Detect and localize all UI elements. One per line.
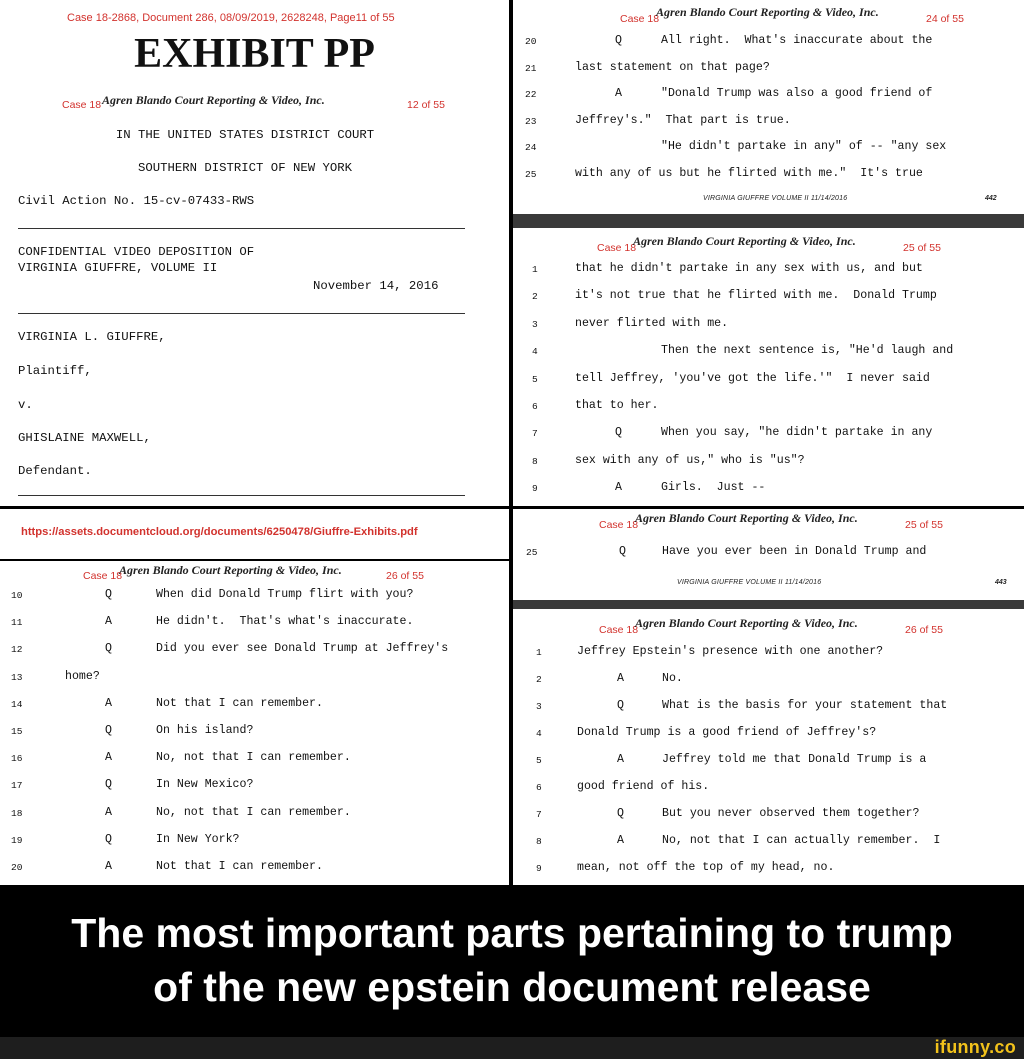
line-text: it's not true that he flirted with me. Donald Trump xyxy=(575,289,937,303)
transcript-line xyxy=(0,860,509,880)
caption xyxy=(0,890,1024,1030)
source-url-strip xyxy=(0,509,509,559)
line-number: 5 xyxy=(536,755,542,766)
line-text: But you never observed them together? xyxy=(662,807,920,820)
line-text: Then the next sentence is, "He'd laugh and xyxy=(661,344,954,358)
transcript-line xyxy=(513,672,1024,692)
speaker-label: Q xyxy=(105,778,112,792)
plaintiff-label: Plaintiff, xyxy=(18,364,92,378)
case-line: Case 18 Agren Blando Court Reporting & Video, Inc. 25 of 55 xyxy=(597,234,941,254)
speaker-label: Q xyxy=(617,699,624,712)
speaker-label: Q xyxy=(619,545,626,558)
line-text: On his island? xyxy=(156,724,254,737)
deposition-date: November 14, 2016 xyxy=(313,279,439,293)
transcript-line xyxy=(513,780,1024,800)
case-header: Case 18-2868, Document 286, 08/09/2019, 2628248, Page11 of 55 xyxy=(67,12,395,24)
watermark-bar xyxy=(0,1037,1024,1059)
speaker-label: Q xyxy=(105,588,112,601)
line-text: home? xyxy=(65,669,100,683)
transcript-page-25-bottom xyxy=(513,509,1024,600)
reporter-overlay: Agren Blando Court Reporting & Video, Inc. xyxy=(633,234,856,248)
line-text: Did you ever see Donald Trump at Jeffrey's xyxy=(156,642,449,656)
transcript-line xyxy=(513,454,1024,474)
civil-action: Civil Action No. 15-cv-07433-RWS xyxy=(18,194,255,208)
case-line: Case 18 Agren Blando Court Reporting & Video, Inc. 26 of 55 xyxy=(599,616,943,636)
speaker-label: A xyxy=(615,481,622,495)
transcript-line xyxy=(0,751,509,771)
line-number: 6 xyxy=(536,782,542,793)
transcript-lines xyxy=(0,588,509,885)
line-text: tell Jeffrey, 'you've got the life.'" I never said xyxy=(575,371,930,385)
transcript-page-24 xyxy=(513,0,1024,214)
line-text: Jeffrey told me that Donald Trump is a xyxy=(662,753,927,766)
transcript-line xyxy=(513,289,1024,309)
line-text: "He didn't partake in any" of -- "any sex xyxy=(661,140,947,154)
line-number: 25 xyxy=(525,169,537,180)
line-text: He didn't. That's what's inaccurate. xyxy=(156,615,414,629)
line-number: 1 xyxy=(532,264,538,275)
reporter-overlay: Agren Blando Court Reporting & Video, Inc. xyxy=(119,563,342,577)
transcript-line xyxy=(513,167,1024,187)
reporter-overlay: Agren Blando Court Reporting & Video, Inc. xyxy=(635,616,858,630)
line-text: "Donald Trump was also a good friend of xyxy=(661,87,933,101)
reporter-overlay: Agren Blando Court Reporting & Video, Inc. xyxy=(102,93,325,107)
speaker-label: A xyxy=(105,805,112,819)
case-line: Case 18 Agren Blando Court Reporting & Video, Inc. 24 of 55 xyxy=(620,5,964,25)
line-number: 16 xyxy=(11,753,23,765)
transcript-line xyxy=(513,699,1024,719)
line-text: No, not that I can remember. xyxy=(156,751,351,765)
case-line: Case 18 Agren Blando Court Reporting & Video, Inc. 26 of 55 xyxy=(83,563,424,582)
line-text: sex with any of us," who is "us"? xyxy=(575,453,805,467)
line-number: 4 xyxy=(532,346,538,358)
line-number: 24 xyxy=(525,142,537,154)
line-text: with any of us but he flirted with me." It's true xyxy=(575,167,923,180)
line-text: Jeffrey's." That part is true. xyxy=(575,113,791,127)
line-text: What is the basis for your statement that xyxy=(662,699,948,712)
transcript-line xyxy=(513,426,1024,446)
line-number: 15 xyxy=(11,726,23,737)
defendant-name: GHISLAINE MAXWELL, xyxy=(18,431,151,445)
speaker-label: A xyxy=(617,672,624,685)
speaker-label: A xyxy=(615,87,622,101)
line-number: 7 xyxy=(532,428,538,440)
line-text: All right. What's inaccurate about the xyxy=(661,34,933,47)
defendant-label: Defendant. xyxy=(18,464,92,478)
line-text: never flirted with me. xyxy=(575,316,729,330)
reporter-overlay: Agren Blando Court Reporting & Video, Inc. xyxy=(635,511,858,525)
line-number: 17 xyxy=(11,780,23,792)
transcript-line xyxy=(0,615,509,635)
transcript-page-26-right xyxy=(513,609,1024,885)
watermark-logo: ifunny.co xyxy=(934,1037,1016,1057)
transcript-line xyxy=(0,588,509,608)
transcript-line xyxy=(0,670,509,690)
transcript-line xyxy=(0,642,509,662)
transcript-lines xyxy=(513,34,1024,194)
line-number: 13 xyxy=(11,671,23,683)
line-number: 5 xyxy=(532,373,538,385)
page-separator xyxy=(513,600,1024,609)
speaker-label: A xyxy=(617,753,624,766)
line-number: 20 xyxy=(11,862,23,873)
transcript-line xyxy=(513,34,1024,54)
speaker-label: A xyxy=(105,751,112,765)
transcript-line xyxy=(513,61,1024,81)
transcript-line xyxy=(513,317,1024,337)
speaker-label: Q xyxy=(617,807,624,820)
caption-line-2: of the new epstein document release xyxy=(153,964,871,1010)
line-number: 3 xyxy=(536,701,542,712)
line-text: In New Mexico? xyxy=(156,778,254,792)
transcript-line xyxy=(513,807,1024,827)
transcript-line xyxy=(513,861,1024,881)
line-number: 18 xyxy=(11,807,23,819)
page-separator xyxy=(513,214,1024,228)
line-number: 9 xyxy=(536,863,542,874)
line-text: No. xyxy=(662,672,683,685)
line-number: 14 xyxy=(11,698,23,710)
transcript-line xyxy=(513,645,1024,665)
speaker-label: Q xyxy=(615,34,622,47)
line-text: last statement on that page? xyxy=(575,60,770,74)
line-text: Donald Trump is a good friend of Jeffrey's? xyxy=(577,726,877,739)
line-text: When you say, "he didn't partake in any xyxy=(661,426,933,440)
line-number: 25 xyxy=(526,547,538,558)
deposition-title-2: VIRGINIA GIUFFRE, VOLUME II xyxy=(18,261,218,275)
transcript-line xyxy=(0,697,509,717)
versus: v. xyxy=(18,398,33,412)
speaker-label: Q xyxy=(105,642,112,656)
transcript-lines xyxy=(513,645,1024,885)
line-number: 1 xyxy=(536,647,542,658)
plaintiff-name: VIRGINIA L. GIUFFRE, xyxy=(18,330,166,344)
transcript-footer: VIRGINIA GIUFFRE VOLUME II 11/14/2016 xyxy=(677,579,822,586)
line-number: 20 xyxy=(525,36,537,47)
line-text: that to her. xyxy=(575,399,659,412)
line-text: Girls. Just -- xyxy=(661,481,766,495)
speaker-label: A xyxy=(105,615,112,629)
transcript-line xyxy=(0,806,509,826)
transcript-line xyxy=(513,140,1024,160)
transcript-page-26-left xyxy=(0,561,509,885)
transcript-line xyxy=(513,87,1024,107)
page-number: 443 xyxy=(995,579,1007,586)
transcript-line xyxy=(513,545,1024,565)
transcript-footer: VIRGINIA GIUFFRE VOLUME II 11/14/2016 xyxy=(703,195,848,202)
line-number: 3 xyxy=(532,318,538,330)
line-text: Jeffrey Epstein's presence with one another? xyxy=(577,645,884,658)
line-text: good friend of his. xyxy=(577,780,710,793)
district-name: SOUTHERN DISTRICT OF NEW YORK xyxy=(137,161,352,175)
case-line: Case 18 Agren Blando Court Reporting & Video, Inc. 25 of 55 xyxy=(599,511,943,531)
case-line: Case 18 Agren Blando Court Reporting & Video, Inc. 12 of 55 xyxy=(62,93,445,111)
line-number: 9 xyxy=(532,483,538,495)
divider xyxy=(18,228,465,229)
line-number: 2 xyxy=(532,291,538,303)
speaker-label: Q xyxy=(105,832,112,846)
reporter-overlay: Agren Blando Court Reporting & Video, Inc. xyxy=(656,5,879,19)
transcript-line xyxy=(513,399,1024,419)
speaker-label: Q xyxy=(615,426,622,440)
transcript-lines xyxy=(513,262,1024,502)
divider xyxy=(18,313,465,314)
transcript-line xyxy=(513,481,1024,501)
line-text: In New York? xyxy=(156,832,240,846)
speaker-label: A xyxy=(105,696,112,710)
line-text: that he didn't partake in any sex with us, and but xyxy=(575,262,923,275)
line-text: Not that I can remember. xyxy=(156,696,323,710)
line-number: 12 xyxy=(11,644,23,656)
line-text: Not that I can remember. xyxy=(156,860,323,873)
line-number: 19 xyxy=(11,834,23,846)
line-number: 8 xyxy=(532,455,538,467)
exhibit-title: EXHIBIT PP xyxy=(134,31,375,77)
transcript-line xyxy=(513,726,1024,746)
line-number: 6 xyxy=(532,401,538,412)
line-number: 7 xyxy=(536,809,542,820)
line-text: Have you ever been in Donald Trump and xyxy=(662,545,927,558)
transcript-line xyxy=(0,833,509,853)
divider xyxy=(18,495,465,496)
transcript-lines xyxy=(513,545,1024,575)
transcript-line xyxy=(513,372,1024,392)
speaker-label: Q xyxy=(105,724,112,737)
court-name: IN THE UNITED STATES DISTRICT COURT xyxy=(115,128,375,142)
exhibit-cover-panel xyxy=(0,0,509,506)
line-number: 22 xyxy=(525,89,537,101)
line-number: 23 xyxy=(525,115,537,127)
transcript-line xyxy=(513,753,1024,773)
transcript-line xyxy=(513,834,1024,854)
line-number: 8 xyxy=(536,836,542,847)
transcript-line xyxy=(0,778,509,798)
line-text: mean, not off the top of my head, no. xyxy=(577,861,835,874)
line-text: No, not that I can remember. xyxy=(156,805,351,819)
line-number: 4 xyxy=(536,728,542,739)
speaker-label: A xyxy=(617,834,624,847)
line-number: 11 xyxy=(11,617,23,629)
line-number: 10 xyxy=(11,590,23,601)
line-number: 2 xyxy=(536,674,542,685)
caption-line-1: The most important parts pertaining to trump xyxy=(71,910,953,956)
transcript-page-25-top xyxy=(513,228,1024,506)
source-url[interactable]: https://assets.documentcloud.org/documents/6250478/Giuffre-Exhibits.pdf xyxy=(21,526,418,538)
line-text: When did Donald Trump flirt with you? xyxy=(156,588,414,601)
transcript-line xyxy=(0,724,509,744)
transcript-line xyxy=(513,262,1024,282)
page-number: 442 xyxy=(985,195,997,202)
transcript-line xyxy=(513,114,1024,134)
transcript-line xyxy=(513,344,1024,364)
deposition-title-1: CONFIDENTIAL VIDEO DEPOSITION OF xyxy=(18,245,255,259)
line-text: No, not that I can actually remember. I xyxy=(662,834,941,847)
speaker-label: A xyxy=(105,860,112,873)
line-number: 21 xyxy=(525,62,537,74)
